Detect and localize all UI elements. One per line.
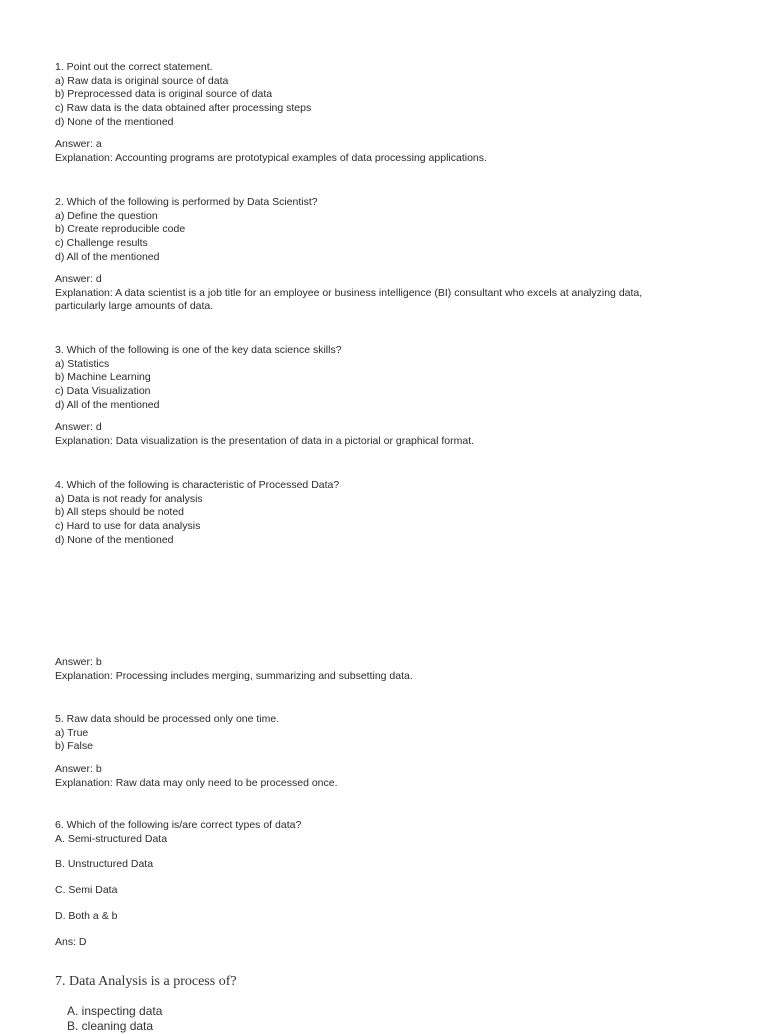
answer-block-4	[55, 656, 413, 683]
option: d) None of the mentioned	[55, 115, 174, 128]
question-4	[55, 479, 339, 548]
explanation: Explanation: Data visualization is the presentation of data in a pictorial or graphical format.	[55, 434, 475, 447]
answer-block-1	[55, 138, 487, 165]
question-6	[55, 819, 301, 846]
option: A. inspecting data	[67, 1004, 163, 1018]
option: d) All of the mentioned	[55, 250, 160, 263]
explanation: Explanation: Raw data may only need to be processed once.	[55, 776, 338, 789]
answer-block-3	[55, 421, 474, 448]
option: b) Machine Learning	[55, 371, 151, 384]
option: a) Define the question	[55, 209, 158, 222]
question-text: 5. Raw data should be processed only one time.	[55, 713, 280, 725]
question-2	[55, 196, 318, 265]
option: b) Create reproducible code	[55, 223, 186, 236]
option: a) Raw data is original source of data	[55, 74, 229, 87]
option: b) All steps should be noted	[55, 506, 185, 519]
question-text: 4. Which of the following is characteristic of Processed Data?	[55, 479, 340, 491]
question-7-options	[67, 1004, 162, 1034]
option: c) Raw data is the data obtained after processing steps	[55, 102, 312, 115]
question-text: 6. Which of the following is/are correct types of data?	[55, 819, 302, 831]
explanation: Explanation: A data scientist is a job title for an employee or business intelligence (BI) consultant who excels at analyzing data,	[55, 286, 643, 299]
option: a) Data is not ready for analysis	[55, 492, 203, 505]
option: c) Challenge results	[55, 237, 148, 250]
answer-block-5	[55, 763, 338, 790]
option: c) Hard to use for data analysis	[55, 520, 201, 533]
explanation: particularly large amounts of data.	[55, 300, 214, 313]
question-3	[55, 344, 342, 413]
question-text: 1. Point out the correct statement.	[55, 61, 213, 73]
option: B. cleaning data	[67, 1019, 154, 1033]
answer: Answer: b	[55, 656, 102, 668]
answer: Answer: d	[55, 421, 102, 433]
option: D. Both a & b	[55, 910, 118, 922]
option: d) None of the mentioned	[55, 533, 174, 546]
question-7-title: 7. Data Analysis is a process of?	[55, 974, 237, 989]
explanation: Explanation: Processing includes merging, summarizing and subsetting data.	[55, 669, 413, 682]
answer: Answer: a	[55, 138, 102, 150]
question-text: 2. Which of the following is performed by Data Scientist?	[55, 196, 318, 208]
question-1	[55, 61, 311, 130]
option: B. Unstructured Data	[55, 858, 154, 870]
option: a) True	[55, 726, 89, 739]
answer: Ans: D	[55, 936, 87, 948]
option: d) All of the mentioned	[55, 398, 160, 411]
answer-block-2	[55, 273, 642, 314]
question-5	[55, 713, 279, 754]
option: b) False	[55, 740, 93, 753]
option: b) Preprocessed data is original source of data	[55, 88, 273, 101]
answer: Answer: b	[55, 763, 102, 775]
option: A. Semi-structured Data	[55, 832, 168, 845]
question-text: 3. Which of the following is one of the key data science skills?	[55, 344, 342, 356]
explanation: Explanation: Accounting programs are prototypical examples of data processing applications.	[55, 151, 487, 164]
answer: Answer: d	[55, 273, 102, 285]
option: a) Statistics	[55, 357, 110, 370]
option: C. Semi Data	[55, 884, 118, 896]
option: c) Data Visualization	[55, 385, 151, 398]
